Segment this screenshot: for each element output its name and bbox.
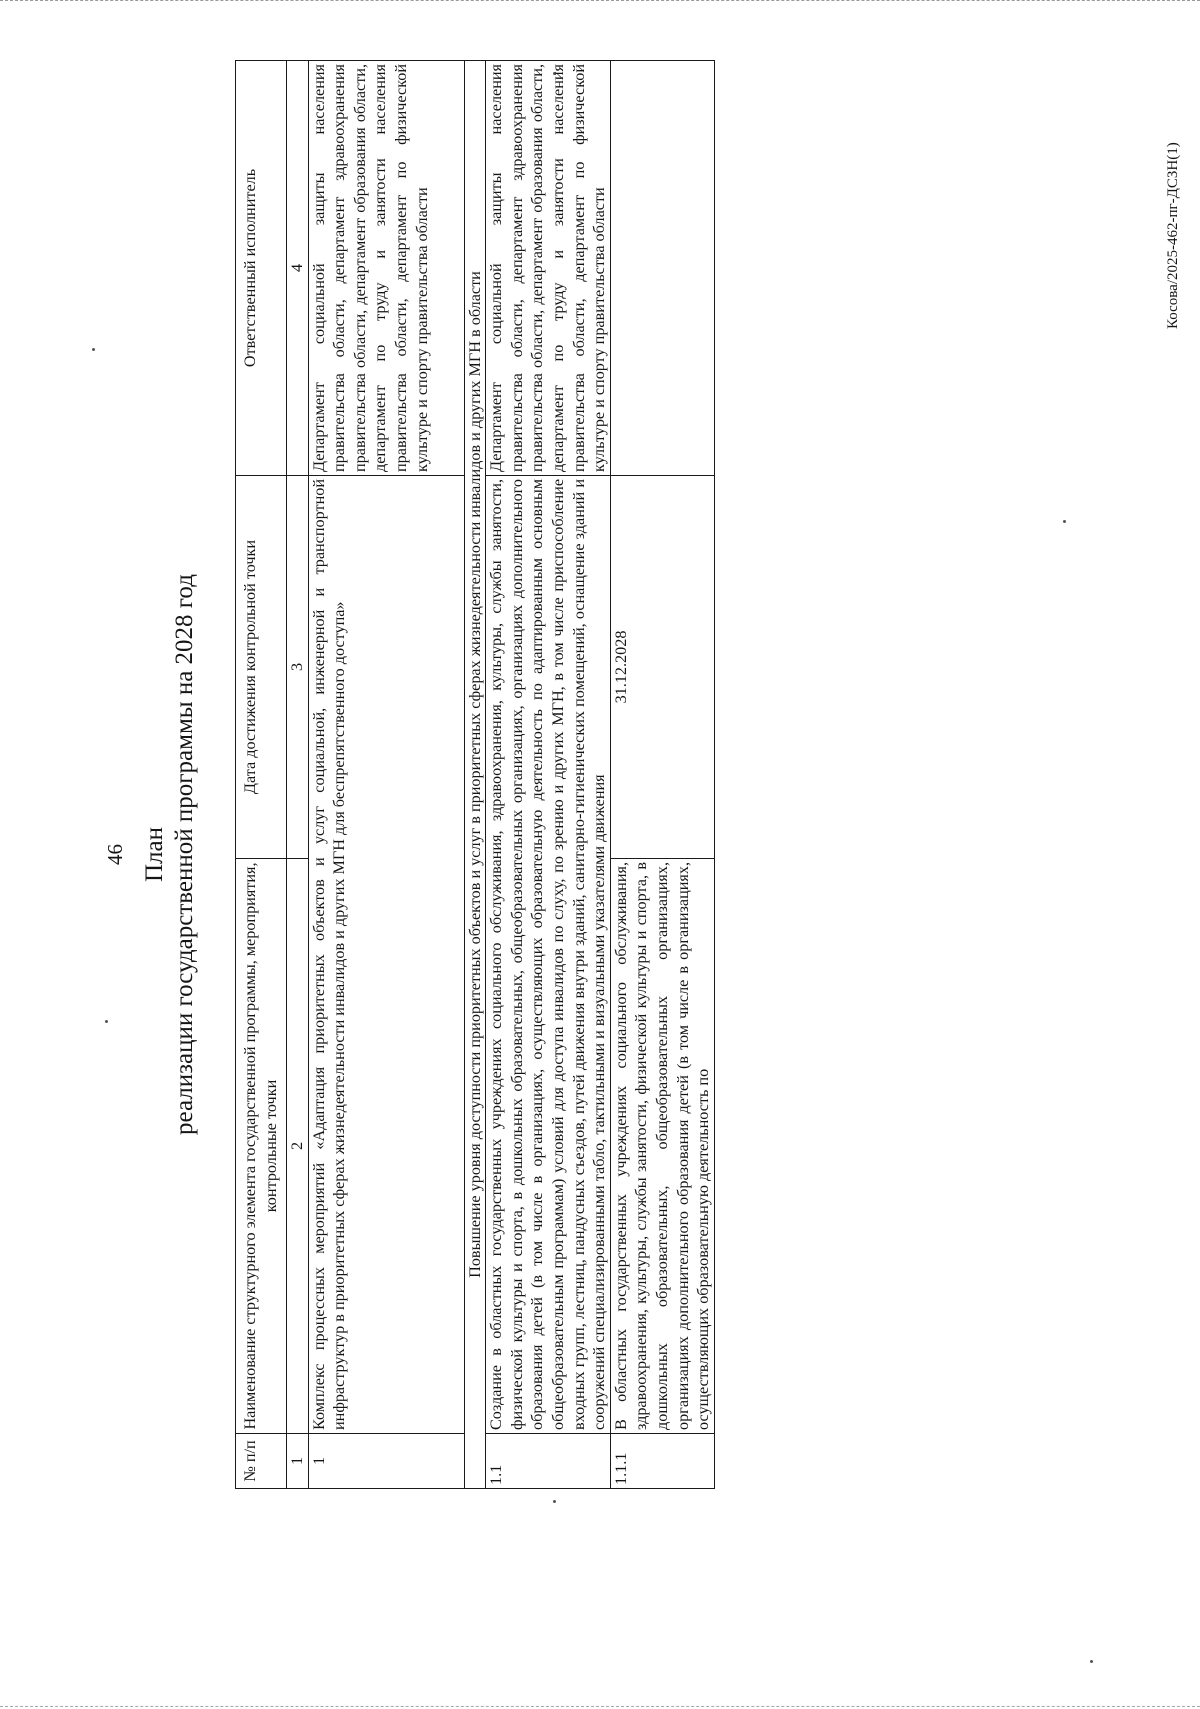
row-number: 1 (308, 1434, 464, 1489)
row-executor: Департамент социальной защиты населения правительства области, департамент здравоохранения правительства области, департамент образования области, департамент по труду и занятости населения правительства области, департамент по физической культуре и спорту правительства области (486, 61, 611, 476)
column-number-4: 4 (287, 61, 309, 476)
row-name: Создание в областных государственных учреждениях социального обслуживания, здравоохранения, культуры, службы занятости, физической культуры и спорта, в дошкольных образовательных, общеобразовательных организациях, организациях дополнительного образования детей (в том числе в организациях, осуществляющих образовательную деятельность по адаптированным основным общеобразовательным программам) условий для доступа инвалидов по слуху, по зрению и других МГН, в том числе приспособление входных групп, лестниц, пандусных съездов, путей движения внутри зданий, санитарно-гигиенических помещений, оснащение зданий и сооружений специализированными табло, тактильными и визуальными указателями движения (486, 476, 611, 1434)
table-row (610, 61, 714, 1489)
plan-table (235, 60, 715, 1489)
title-line-1: План (141, 827, 168, 883)
row-number: 1.1.1 (610, 1434, 714, 1489)
column-number-1: 1 (287, 1434, 309, 1489)
table-column-numbers-row (287, 61, 309, 1489)
table-row (486, 61, 611, 1489)
row-name: Комплекс процессных мероприятий «Адаптация приоритетных объектов и услуг социальной, инженерной и транспортной инфраструктур в приоритетных сферах жизнедеятельности инвалидов и других МГН для беспрепятственного доступа» (308, 476, 464, 1434)
header-date: Дата достижения контрольной точки (236, 476, 287, 859)
row-executor-empty (610, 61, 714, 476)
row-date: 31.12.2028 (610, 476, 714, 859)
document-code: Косова/2025-462-пг-ДСЗН(1) (1165, 142, 1181, 329)
row-number: 1.1 (486, 1434, 611, 1489)
row-name: В областных государственных учреждениях социального обслуживания, здравоохранения, культуры, службы занятости, физической культуры и спорта, в дошкольных образовательных, общеобразовательных организациях, организациях дополнительного образования детей (в том числе в организациях, осуществляющих образовательную деятельность по (610, 859, 714, 1434)
page-number: 46 (103, 844, 127, 865)
table-header-row (236, 61, 287, 1489)
row-executor: Департамент социальной защиты населения правительства области, департамент здравоохранения правительства области, департамент образования области, департамент по труду и занятости населения правительства области, департамент по физической культуре и спорту правительства области (308, 61, 464, 476)
header-name: Наименование структурного элемента государственной программы, мероприятия, контрольные точки (236, 859, 287, 1434)
header-executor: Ответственный исполнитель (236, 61, 287, 476)
column-number-2: 2 (287, 859, 309, 1434)
document-title (140, 0, 200, 1709)
section-heading: Повышение уровня доступности приоритетных объектов и услуг в приоритетных сферах жизнедеятельности инвалидов и других МГН в области (464, 61, 486, 1489)
title-line-2: реализации государственной программы на 2028 год (171, 574, 198, 1135)
column-number-3: 3 (287, 476, 309, 859)
section-row (464, 61, 486, 1489)
header-number: № п/п (236, 1434, 287, 1489)
table-row (308, 61, 464, 1489)
